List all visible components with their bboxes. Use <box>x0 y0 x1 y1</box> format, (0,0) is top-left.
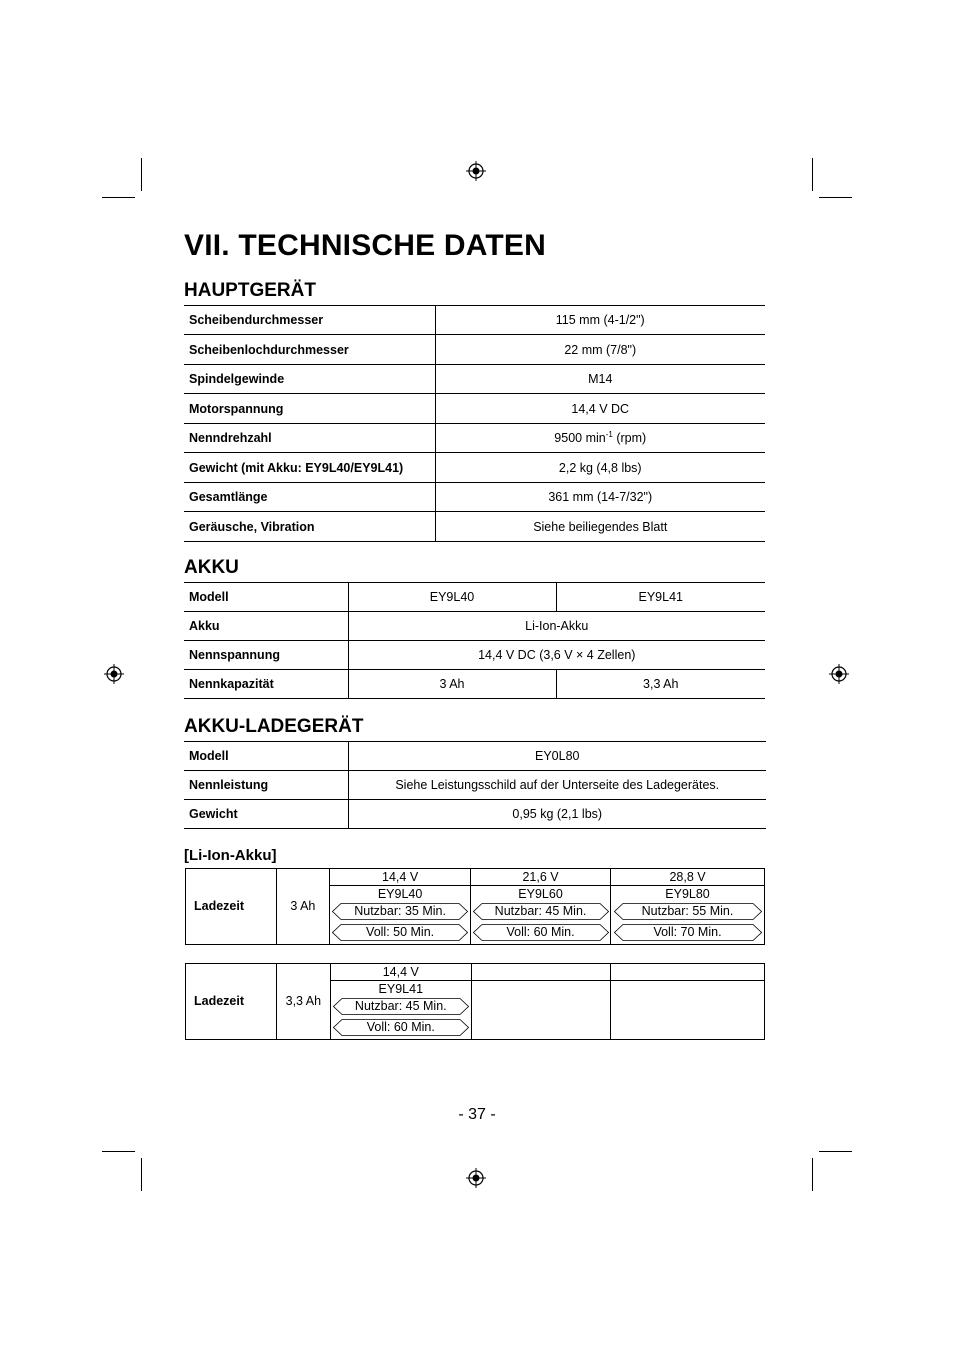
page-title: VII. TECHNISCHE DATEN <box>184 229 547 262</box>
crop-mark <box>102 197 135 198</box>
table-row <box>184 583 765 612</box>
spec-label: Spindelgewinde <box>184 365 435 394</box>
spec-value: 3,3 Ah <box>556 670 765 699</box>
spec-value: 3 Ah <box>348 670 556 699</box>
table-row <box>184 771 766 800</box>
table-row <box>184 800 766 829</box>
usable-time-cell <box>330 997 471 1018</box>
capacity-cell: 3 Ah <box>276 869 330 945</box>
spec-value: EY0L80 <box>348 742 766 771</box>
empty-cell <box>611 964 765 981</box>
table-row <box>184 742 766 771</box>
table-row <box>186 869 765 886</box>
crop-mark <box>812 158 813 191</box>
usable-time-cell <box>471 902 611 923</box>
table-row <box>184 612 765 641</box>
spec-value: 22 mm (7/8") <box>435 335 765 365</box>
table-row <box>184 424 765 453</box>
spec-value: 0,95 kg (2,1 lbs) <box>348 800 766 829</box>
voltage-cell: 21,6 V <box>471 869 611 886</box>
charge-time-label: Ladezeit <box>186 869 277 945</box>
voltage-cell: 14,4 V <box>330 869 471 886</box>
spec-label: Gesamtlänge <box>184 483 435 512</box>
full-time-cell <box>330 1018 471 1040</box>
page-number: - 37 - <box>458 1106 496 1123</box>
crop-mark <box>102 1151 135 1152</box>
usable-time-badge <box>332 903 468 920</box>
spec-value: M14 <box>435 365 765 394</box>
crop-mark <box>819 197 852 198</box>
model-cell: EY9L40 <box>330 886 471 902</box>
voltage-cell: 28,8 V <box>611 869 765 886</box>
table-row <box>184 335 765 365</box>
spec-value: 14,4 V DC <box>435 394 765 424</box>
model-cell: EY9L80 <box>611 886 765 902</box>
spec-value: 115 mm (4-1/2") <box>435 306 765 335</box>
full-time-badge <box>473 924 609 941</box>
spec-label: Nennkapazität <box>184 670 348 699</box>
charge-times-heading: [Li-Ion-Akku] <box>184 847 277 864</box>
usable-time-badge <box>473 903 609 920</box>
spec-label: Modell <box>184 583 348 612</box>
speed-value: 9500 min <box>554 431 606 446</box>
full-time-badge <box>332 924 468 941</box>
table-row <box>184 306 765 335</box>
speed-unit: (rpm) <box>612 431 647 446</box>
spec-label: Modell <box>184 742 348 771</box>
empty-cell <box>471 981 611 1040</box>
model-cell: EY9L60 <box>471 886 611 902</box>
spec-value <box>435 424 765 453</box>
table-row <box>184 394 765 424</box>
spec-value: Siehe Leistungsschild auf der Unterseite des Ladegerätes. <box>348 771 766 800</box>
battery-table <box>184 582 765 699</box>
spec-label: Gewicht (mit Akku: EY9L40/EY9L41) <box>184 453 435 483</box>
section-heading-battery: AKKU <box>184 557 239 578</box>
crop-mark <box>819 1151 852 1152</box>
spec-value: EY9L40 <box>348 583 556 612</box>
spec-label: Nennspannung <box>184 641 348 670</box>
table-row <box>184 512 765 542</box>
full-time-text: Voll: 60 Min. <box>366 1020 435 1034</box>
table-row <box>184 365 765 394</box>
charger-table <box>184 741 766 829</box>
empty-cell <box>471 964 611 981</box>
charge-time-table-1 <box>185 868 765 945</box>
spec-label: Nenndrehzahl <box>184 424 435 453</box>
usable-time-badge <box>614 903 762 920</box>
registration-mark-icon <box>104 664 124 684</box>
spec-value: Siehe beiliegendes Blatt <box>435 512 765 542</box>
table-row <box>186 964 765 981</box>
usable-time-badge <box>333 998 469 1015</box>
usable-time-text: Nutzbar: 45 Min. <box>354 999 447 1013</box>
full-time-text: Voll: 60 Min. <box>506 925 575 939</box>
section-heading-main-unit: HAUPTGERÄT <box>184 280 316 301</box>
registration-mark-icon <box>829 664 849 684</box>
spec-value: 2,2 kg (4,8 lbs) <box>435 453 765 483</box>
section-heading-charger: AKKU-LADEGERÄT <box>184 716 364 737</box>
usable-time-text: Nutzbar: 35 Min. <box>354 904 446 918</box>
spec-value: Li-Ion-Akku <box>348 612 765 641</box>
usable-time-cell <box>611 902 765 923</box>
crop-mark <box>141 158 142 191</box>
full-time-badge <box>614 924 762 941</box>
speed-exponent: -1 <box>605 430 613 440</box>
full-time-cell <box>611 923 765 945</box>
empty-cell <box>611 981 765 1040</box>
spec-label: Gewicht <box>184 800 348 829</box>
main-unit-table <box>184 305 765 542</box>
spec-label: Scheibendurchmesser <box>184 306 435 335</box>
crop-mark <box>141 1158 142 1191</box>
spec-label: Motorspannung <box>184 394 435 424</box>
full-time-text: Voll: 70 Min. <box>653 925 722 939</box>
spec-label: Geräusche, Vibration <box>184 512 435 542</box>
crop-mark <box>812 1158 813 1191</box>
capacity-cell: 3,3 Ah <box>276 964 330 1040</box>
usable-time-cell <box>330 902 471 923</box>
table-row <box>184 453 765 483</box>
model-cell: EY9L41 <box>330 981 471 997</box>
registration-mark-icon <box>466 161 486 181</box>
table-row <box>184 670 765 699</box>
spec-label: Akku <box>184 612 348 641</box>
full-time-cell <box>471 923 611 945</box>
charge-time-label: Ladezeit <box>186 964 277 1040</box>
spec-value: 361 mm (14-7/32") <box>435 483 765 512</box>
usable-time-text: Nutzbar: 45 Min. <box>494 904 587 918</box>
spec-label: Scheibenlochdurchmesser <box>184 335 435 365</box>
charge-time-table-2 <box>185 963 765 1040</box>
full-time-cell <box>330 923 471 945</box>
table-row <box>184 483 765 512</box>
table-row <box>184 641 765 670</box>
registration-mark-icon <box>466 1168 486 1188</box>
full-time-badge <box>333 1019 469 1036</box>
spec-value: 14,4 V DC (3,6 V × 4 Zellen) <box>348 641 765 670</box>
usable-time-text: Nutzbar: 55 Min. <box>641 904 734 918</box>
full-time-text: Voll: 50 Min. <box>366 925 435 939</box>
spec-value: EY9L41 <box>556 583 765 612</box>
spec-label: Nennleistung <box>184 771 348 800</box>
voltage-cell: 14,4 V <box>330 964 471 981</box>
